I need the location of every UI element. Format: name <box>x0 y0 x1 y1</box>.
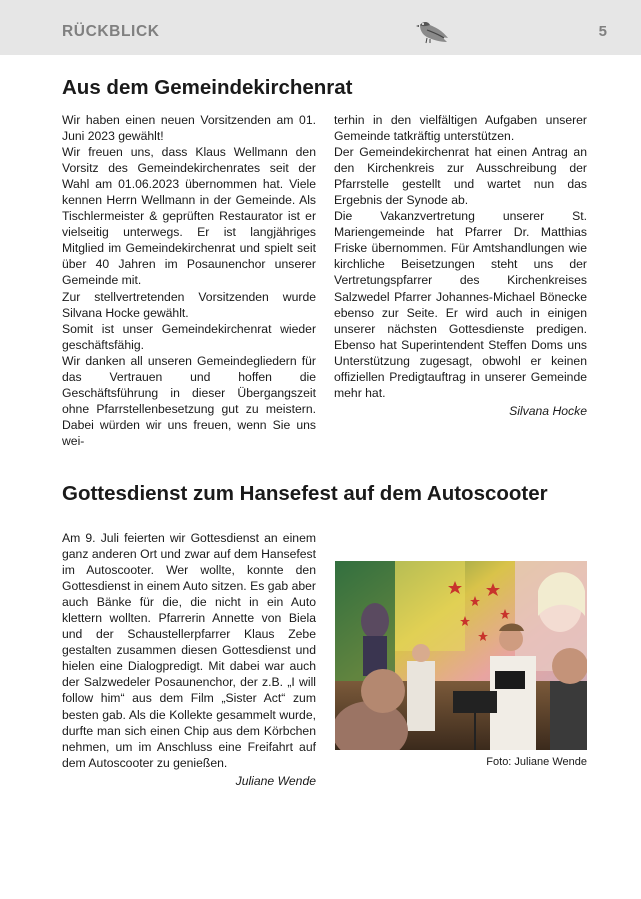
paragraph: Wir haben einen neuen Vorsitzenden am 01. Juni 2023 gewählt! <box>62 113 316 144</box>
paragraph: Wir danken all unseren Gemeindegliedern für das Vertrauen und hoffen die Geschäftsführung in dieser Übergangszeit ohne Pfarrstellenbesetzung gut zu meistern. Dabei würden wir uns freuen, wenn Sie uns wei- <box>62 353 316 448</box>
paragraph: terhin in den vielfältigen Aufgaben unserer Gemeinde tatkräftig unterstützen. <box>334 113 587 144</box>
page-header <box>0 0 641 55</box>
article2-title: Gottesdienst zum Hansefest auf dem Autoscooter <box>62 482 548 505</box>
article2-signature: Juliane Wende <box>235 773 316 788</box>
paragraph: Zur stellvertretenden Vorsitzenden wurde Silvana Hocke gewählt. <box>62 289 316 320</box>
sparrow-icon <box>414 16 450 48</box>
paragraph: Der Gemeindekirchenrat hat einen Antrag an den Kirchenkreis zur Ausschreibung der Pfarrstelle gestellt und wartet nun das Ergebnis der Synode ab. <box>334 145 587 208</box>
article2-body-column <box>62 530 316 789</box>
article1-signature: Silvana Hocke <box>509 403 587 418</box>
service-photo <box>335 561 587 750</box>
section-label: RÜCKBLICK <box>62 23 160 40</box>
paragraph: Die Vakanzvertretung unserer St. Mariengemeinde hat Pfarrer Dr. Matthias Friske übernommen. Für Amtshandlungen wie kirchliche Beisetzungen steht uns der Vertretungspfarrer des Kirchenkreises Salzwedel Pfarrer Johannes-Michael Bönecke ebenso zur Seite. Er wird auch in einigen unserer nächsten Gottesdienste predigen. Ebenso hat Superintendent Steffen Doms uns Unterstützung zugesagt, obwohl er keinen offiziellen Predigtauftrag in unserer Gemeinde mehr hat. <box>334 209 587 400</box>
paragraph: Wir freuen uns, dass Klaus Wellmann den Vorsitz des Gemeindekirchenrates seit der Wahl am 01.06.2023 übernommen hat. Viele kennen Herrn Wellmann in der Gemeinde. Als Tischlermeister & geprüften Restaurator ist er vielseitig unterwegs. Er ist langjähriges Mitglied im Gemeindekirchenrat und spielt seit über 40 Jahren im Posaunenchor unserer Gemeinde mit. <box>62 145 316 288</box>
photo-caption: Foto: Juliane Wende <box>486 756 587 768</box>
paragraph: Am 9. Juli feierten wir Gottesdienst an einem ganz anderen Ort und zwar auf dem Hansefest im Autoscooter. Wer wollte, konnte den Gottesdienst in einem Auto sitzen. Es gab aber auch Bänke für die, die nicht in ein Auto klettern wollten. Pfarrerin Annette von Biela und der Schaustellerpfarrer Klaus Zebe gestalten zusammen diesen Gottesdienst und hielen eine Dialogpredigt. Mit dabei war auch der Salzwedeler Posaunenchor, der z.B. „I will follow him“ aus dem Film „Sister Act“ zum besten gab. Als die Kollekte gesammelt wurde, durfte man sich einen Chip aus dem Körbchen nehmen, um im Anschluss eine Freifahrt auf dem Autoscooter zu genießen. <box>62 531 316 770</box>
paragraph: Somit ist unser Gemeindekirchenrat wieder geschäftsfähig. <box>62 321 316 352</box>
article1-column-right <box>334 112 587 419</box>
article1-title: Aus dem Gemeindekirchenrat <box>62 76 353 99</box>
article1-column-left <box>62 112 316 449</box>
page-number: 5 <box>598 23 607 40</box>
